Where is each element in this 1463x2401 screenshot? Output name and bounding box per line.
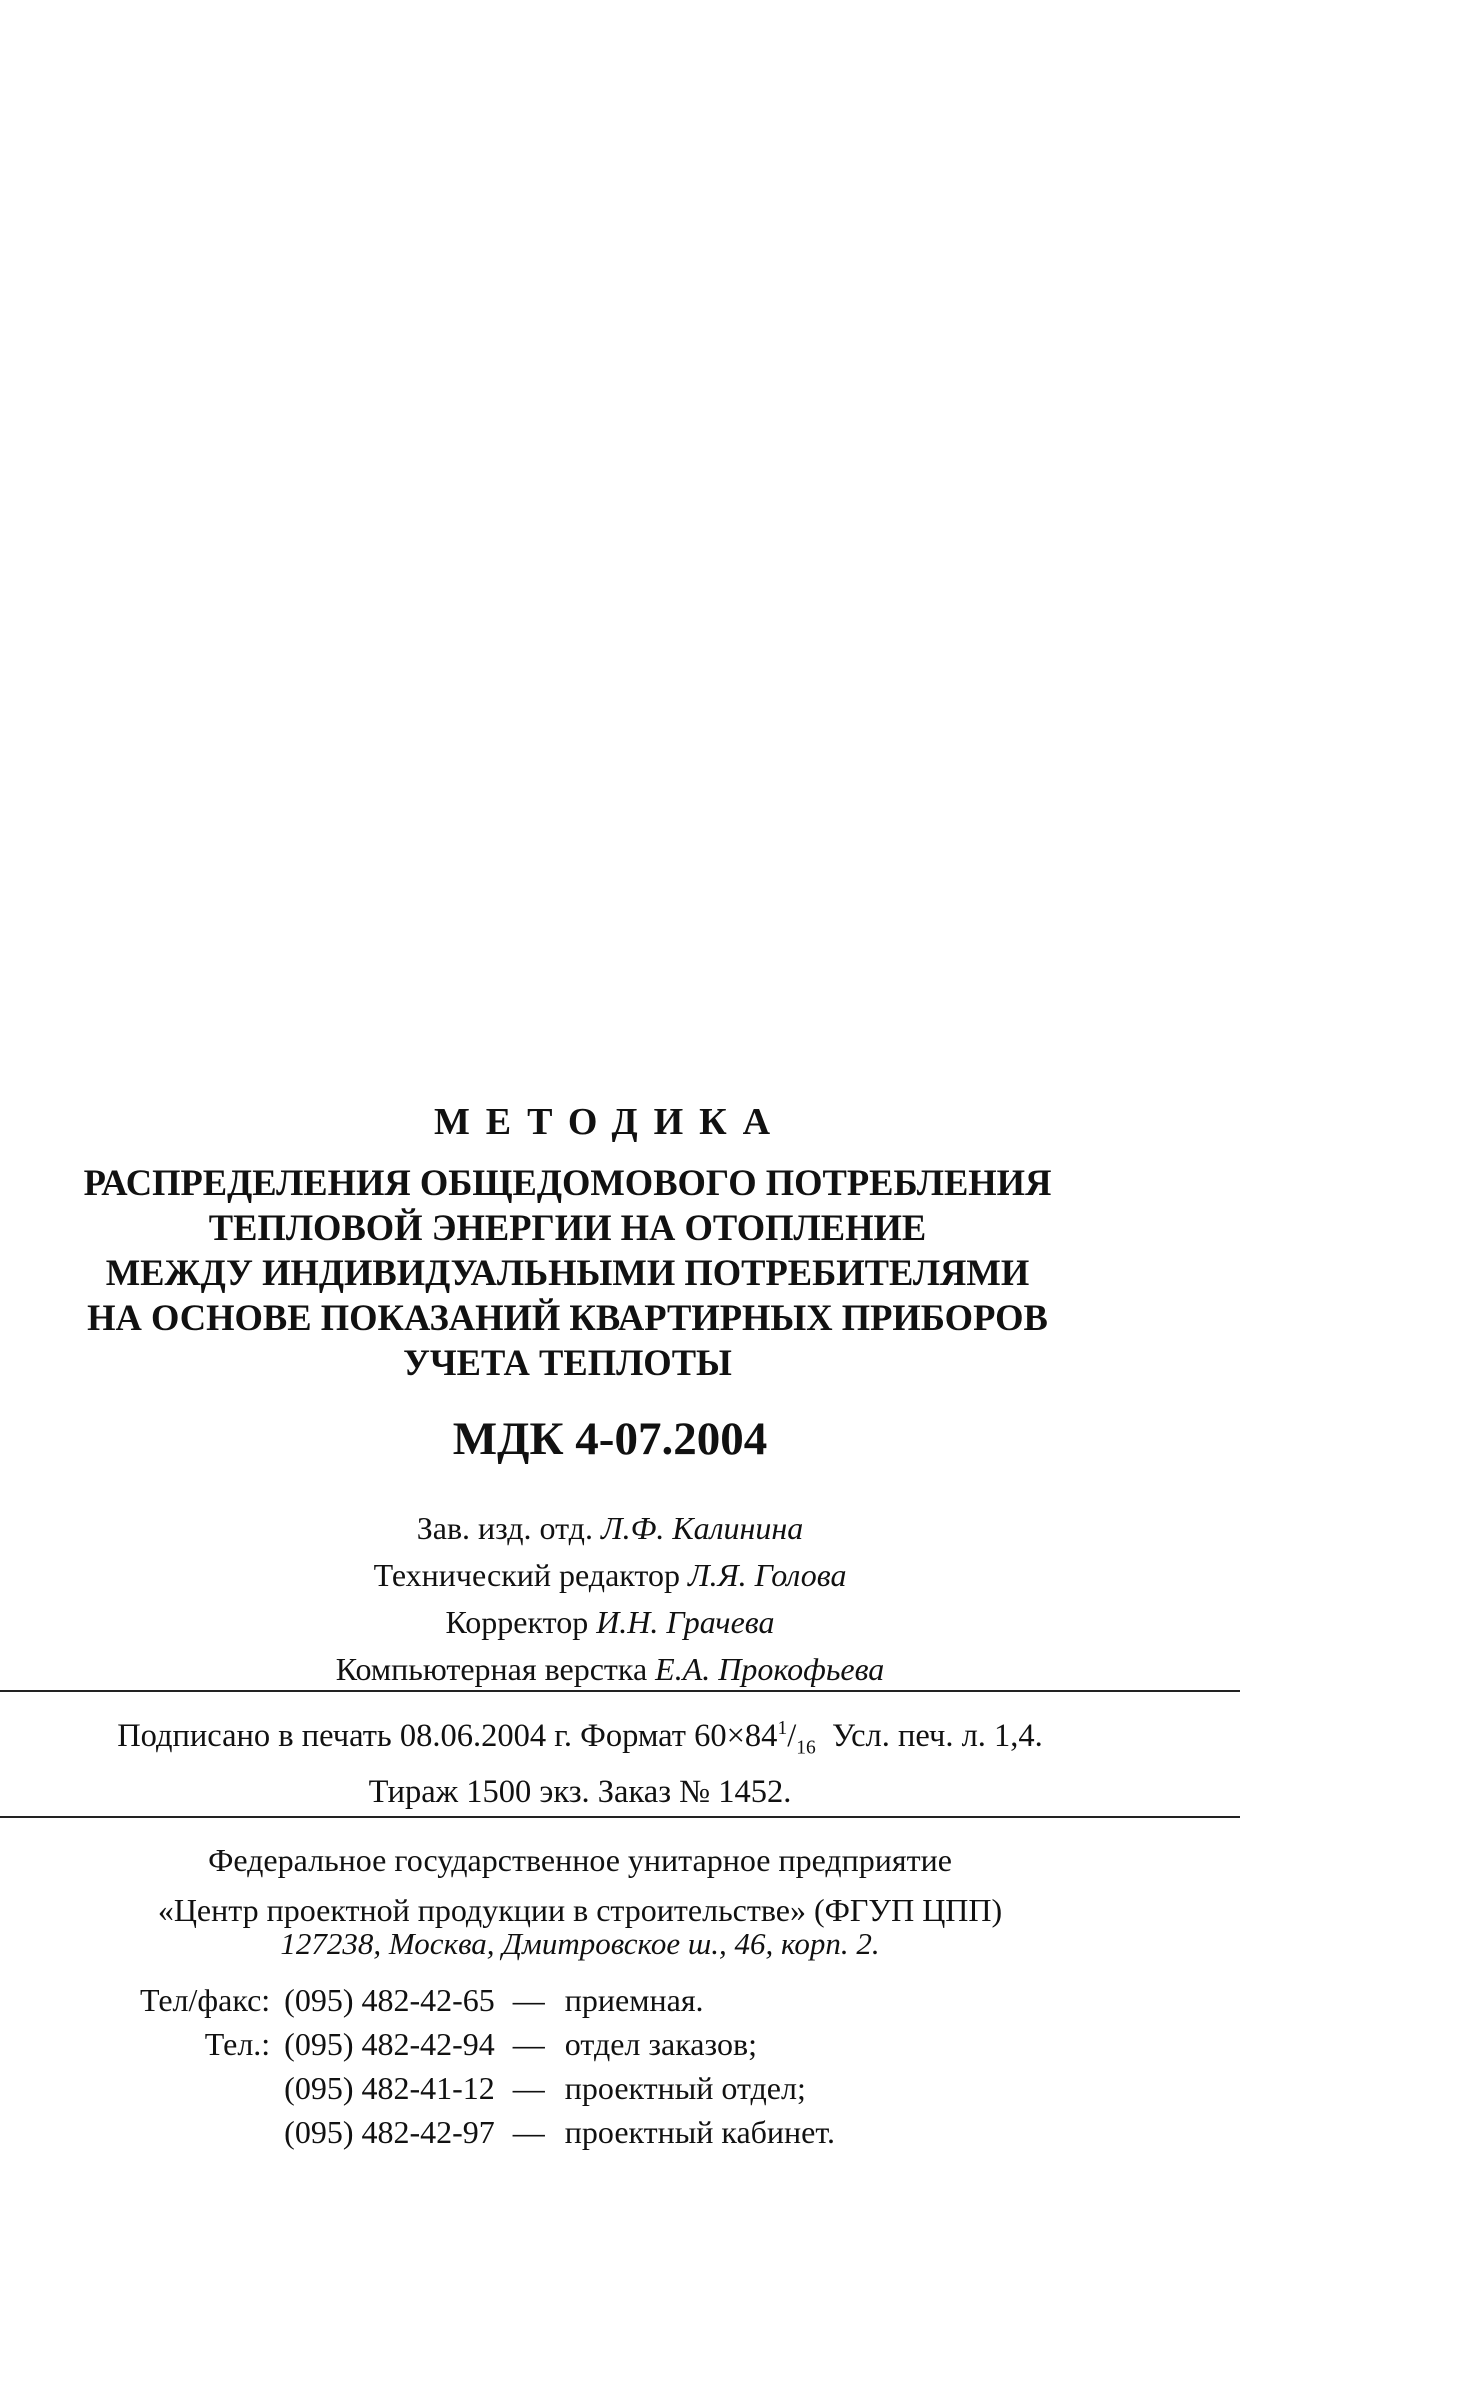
- document-subtitle: [20, 1160, 1115, 1385]
- format-sup: 1: [777, 1718, 788, 1740]
- staff-credits: [180, 1505, 1040, 1693]
- subtitle-line: МЕЖДУ ИНДИВИДУАЛЬНЫМИ ПОТРЕБИТЕЛЯМИ: [105, 1252, 1030, 1293]
- phone-row: [140, 2022, 835, 2066]
- phone-number: (095) 482-41-12: [284, 2070, 495, 2106]
- signed-text: Подписано в печать 08.06.2004 г. Формат 60×84: [117, 1718, 778, 1754]
- subtitle-line: ТЕПЛОВОЙ ЭНЕРГИИ НА ОТОПЛЕНИЕ: [208, 1207, 927, 1248]
- subtitle-line: РАСПРЕДЕЛЕНИЯ ОБЩЕДОМОВОГО ПОТРЕБЛЕНИЯ: [83, 1162, 1052, 1203]
- divider-top: [0, 1690, 1240, 1692]
- staff-role: Технический редактор: [373, 1557, 680, 1593]
- subtitle-line: НА ОСНОВЕ ПОКАЗАНИЙ КВАРТИРНЫХ ПРИБОРОВ: [87, 1297, 1048, 1338]
- phone-row: [140, 1978, 835, 2022]
- phone-dept: проектный отдел;: [564, 2070, 806, 2106]
- phone-dash: —: [512, 2026, 545, 2062]
- phone-number: (095) 482-42-97: [284, 2114, 495, 2150]
- staff-line: [180, 1646, 1040, 1693]
- phone-label: [140, 2110, 284, 2154]
- phone-label: Тел.:: [204, 2026, 271, 2062]
- format-slash: /: [787, 1718, 797, 1754]
- phone-label: Тел/факс:: [140, 1982, 271, 2018]
- phone-dash: —: [512, 2114, 545, 2150]
- staff-name: И.Н. Грачева: [596, 1604, 775, 1640]
- phone-dash: —: [512, 1982, 545, 2018]
- staff-line: [180, 1599, 1040, 1646]
- staff-name: Е.А. Прокофьева: [655, 1651, 885, 1687]
- staff-role: Корректор: [445, 1604, 589, 1640]
- staff-line: [180, 1552, 1040, 1599]
- phone-row: [140, 2110, 835, 2154]
- phone-table: [140, 1978, 835, 2154]
- document-title: МЕТОДИКА: [433, 1101, 787, 1143]
- divider-bottom: [0, 1816, 1240, 1818]
- phone-dash: —: [512, 2070, 545, 2106]
- phone-label: [140, 2066, 284, 2110]
- staff-name: Л.Я. Голова: [687, 1557, 847, 1593]
- publisher-line: «Центр проектной продукции в строительстве» (ФГУП ЦПП): [157, 1892, 1003, 1928]
- publisher-address: 127238, Москва, Дмитровское ш., 46, корп. 2.: [280, 1926, 880, 1961]
- publisher-line: Федеральное государственное унитарное предприятие: [208, 1842, 952, 1878]
- subtitle-line: УЧЕТА ТЕПЛОТЫ: [403, 1342, 732, 1383]
- publisher-name: [60, 1835, 1100, 1935]
- print-info: [0, 1708, 1160, 1820]
- document-code: МДК 4-07.2004: [452, 1413, 768, 1465]
- staff-name: Л.Ф. Калинина: [600, 1510, 804, 1546]
- phone-number: (095) 482-42-94: [284, 2026, 495, 2062]
- phone-row: [140, 2066, 835, 2110]
- print-line-1: [0, 1708, 1160, 1764]
- staff-role: Компьютерная верстка: [335, 1651, 648, 1687]
- sheets-text: Усл. печ. л. 1,4.: [831, 1718, 1043, 1754]
- format-sub: 16: [796, 1737, 816, 1759]
- print-line-2: Тираж 1500 экз. Заказ № 1452.: [368, 1774, 792, 1810]
- phone-dept: проектный кабинет.: [564, 2114, 835, 2150]
- phone-dept: отдел заказов;: [564, 2026, 757, 2062]
- phone-number: (095) 482-42-65: [284, 1982, 495, 2018]
- staff-line: [180, 1505, 1040, 1552]
- staff-role: Зав. изд. отд.: [416, 1510, 593, 1546]
- phone-dept: приемная.: [564, 1982, 704, 2018]
